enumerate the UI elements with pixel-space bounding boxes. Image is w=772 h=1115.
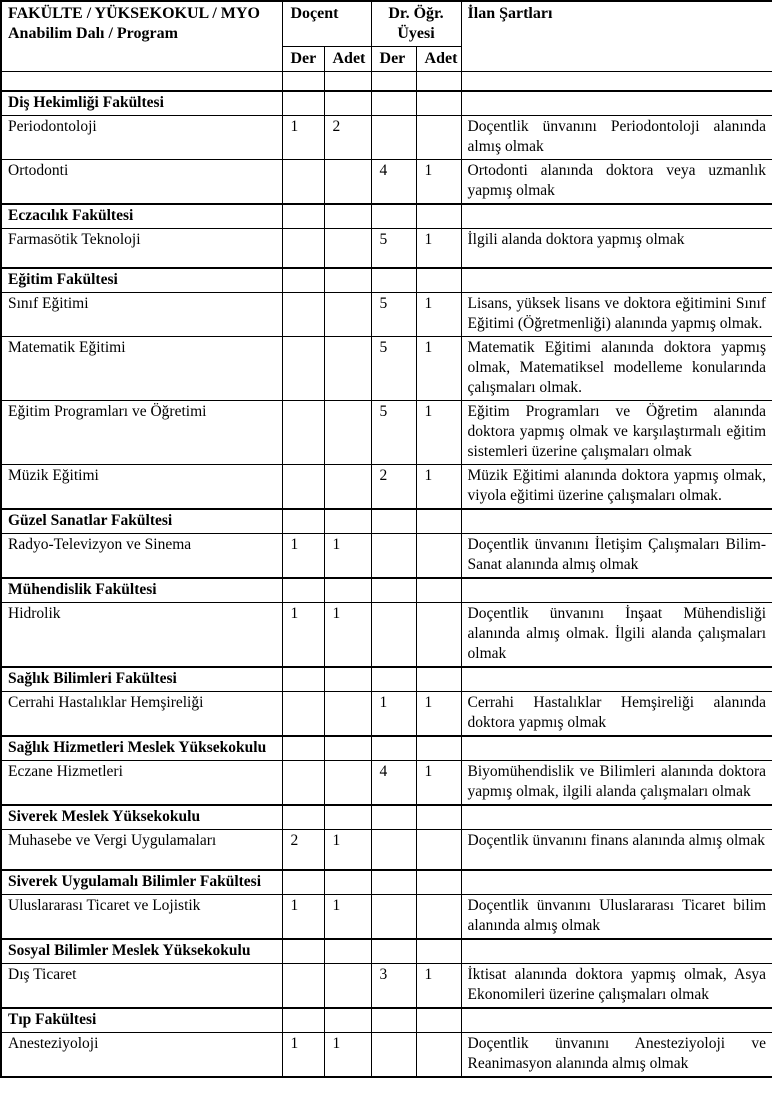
docent-der-cell [282, 228, 324, 268]
program-subtitle: Anabilim Dalı / Program [8, 25, 178, 42]
program-name-cell: Anesteziyoloji [1, 1032, 282, 1077]
drogr-der-cell [371, 830, 416, 870]
docent-adet-cell: 1 [324, 603, 371, 668]
requirement-cell [461, 72, 772, 91]
section-name-cell: Diş Hekimliği Fakültesi [1, 91, 282, 116]
section-row [1, 509, 772, 534]
docent-header: Doçent [282, 1, 371, 47]
program-row [1, 761, 772, 806]
program-name-cell: Periodontoloji [1, 115, 282, 159]
program-row [1, 830, 772, 870]
docent-adet-header: Adet [324, 47, 371, 72]
docent-adet-cell [324, 204, 371, 229]
program-row [1, 534, 772, 579]
drogr-adet-cell [416, 268, 461, 293]
docent-der-cell: 1 [282, 1032, 324, 1077]
docent-der-cell [282, 761, 324, 806]
requirement-cell [461, 939, 772, 964]
drogr-der-cell: 5 [371, 337, 416, 401]
drogr-der-cell [371, 870, 416, 895]
docent-adet-cell: 2 [324, 115, 371, 159]
docent-adet-cell [324, 228, 371, 268]
requirement-cell: Doçentlik ünvanını İletişim Çalışmaları Bilim-Sanat alanında almış olmak [461, 534, 772, 579]
drogr-adet-cell [416, 115, 461, 159]
docent-adet-cell [324, 293, 371, 337]
requirement-cell [461, 268, 772, 293]
requirement-cell: Eğitim Programları ve Öğretim alanında doktora yapmış olmak ve karşılaştırmalı eğitim sistemleri üzerine çalışmaları olmak [461, 401, 772, 465]
docent-adet-cell [324, 939, 371, 964]
drogr-der-cell [371, 534, 416, 579]
drogr-adet-header: Adet [416, 47, 461, 72]
drogr-der-cell [371, 603, 416, 668]
docent-adet-cell [324, 465, 371, 510]
drogr-der-cell [371, 578, 416, 603]
section-row [1, 870, 772, 895]
program-name-cell: Farmasötik Teknoloji [1, 228, 282, 268]
drogr-der-cell [371, 805, 416, 830]
requirement-cell: Doçentlik ünvanını Uluslararası Ticaret bilim alanında almış olmak [461, 894, 772, 939]
program-name-cell: Sınıf Eğitimi [1, 293, 282, 337]
drogr-adet-cell: 1 [416, 337, 461, 401]
drogr-der-cell [371, 939, 416, 964]
docent-der-cell: 2 [282, 830, 324, 870]
drogr-der-cell [371, 509, 416, 534]
requirement-cell: Doçentlik ünvanını finans alanında almış olmak [461, 830, 772, 870]
drogr-adet-cell: 1 [416, 159, 461, 204]
requirement-cell: İktisat alanında doktora yapmış olmak, Asya Ekonomileri üzerine çalışmaları olmak [461, 963, 772, 1008]
docent-adet-cell [324, 509, 371, 534]
docent-adet-cell [324, 159, 371, 204]
docent-adet-cell [324, 91, 371, 116]
requirement-cell: Ortodonti alanında doktora veya uzmanlık yapmış olmak [461, 159, 772, 204]
program-row [1, 963, 772, 1008]
drogr-der-cell [371, 667, 416, 692]
docent-der-cell [282, 268, 324, 293]
docent-der-cell [282, 805, 324, 830]
requirement-cell [461, 667, 772, 692]
requirement-cell [461, 578, 772, 603]
drogr-adet-cell: 1 [416, 761, 461, 806]
drogr-adet-cell [416, 894, 461, 939]
docent-der-cell [282, 870, 324, 895]
docent-adet-cell [324, 268, 371, 293]
drogr-adet-cell [416, 578, 461, 603]
docent-der-cell [282, 293, 324, 337]
docent-der-header: Der [282, 47, 324, 72]
section-name-cell: Siverek Meslek Yüksekokulu [1, 805, 282, 830]
docent-der-cell: 1 [282, 603, 324, 668]
requirement-cell: Lisans, yüksek lisans ve doktora eğitimini Sınıf Eğitimi (Öğretmenliği) alanında yapmış olmak. [461, 293, 772, 337]
drogr-der-cell [371, 91, 416, 116]
program-row [1, 337, 772, 401]
section-name-cell: Sosyal Bilimler Meslek Yüksekokulu [1, 939, 282, 964]
docent-der-cell [282, 401, 324, 465]
docent-adet-cell [324, 667, 371, 692]
drogr-der-cell: 3 [371, 963, 416, 1008]
requirement-cell: Müzik Eğitimi alanında doktora yapmış olmak, viyola eğitimi üzerine çalışmaları olmak. [461, 465, 772, 510]
docent-der-cell [282, 736, 324, 761]
program-name-cell: Eğitim Programları ve Öğretimi [1, 401, 282, 465]
requirement-cell: Cerrahi Hastalıklar Hemşireliği alanında doktora yapmış olmak [461, 692, 772, 737]
docent-der-cell [282, 578, 324, 603]
docent-der-cell [282, 72, 324, 91]
drogr-der-cell: 5 [371, 293, 416, 337]
program-row [1, 465, 772, 510]
section-name-cell: Mühendislik Fakültesi [1, 578, 282, 603]
requirement-cell [461, 204, 772, 229]
program-row [1, 401, 772, 465]
requirement-cell [461, 1008, 772, 1033]
docent-der-cell [282, 1008, 324, 1033]
docent-adet-cell: 1 [324, 1032, 371, 1077]
drogr-adet-cell [416, 1008, 461, 1033]
ilan-sartlari-header: İlan Şartları [461, 1, 772, 72]
section-row [1, 736, 772, 761]
program-name-cell: Matematik Eğitimi [1, 337, 282, 401]
docent-adet-cell [324, 401, 371, 465]
drogr-der-cell [371, 1032, 416, 1077]
docent-der-cell [282, 337, 324, 401]
drogr-der-cell [371, 894, 416, 939]
docent-adet-cell [324, 578, 371, 603]
drogr-der-cell: 4 [371, 159, 416, 204]
program-name-cell: Eczane Hizmetleri [1, 761, 282, 806]
drogr-adet-cell: 1 [416, 228, 461, 268]
program-row [1, 159, 772, 204]
program-name-cell: Muhasebe ve Vergi Uygulamaları [1, 830, 282, 870]
section-row [1, 268, 772, 293]
drogr-der-cell [371, 72, 416, 91]
drogr-adet-cell [416, 939, 461, 964]
drogr-adet-cell [416, 603, 461, 668]
section-row [1, 204, 772, 229]
program-name-cell: Uluslararası Ticaret ve Lojistik [1, 894, 282, 939]
faculty-program-header-cell [1, 1, 282, 72]
requirement-cell: İlgili alanda doktora yapmış olmak [461, 228, 772, 268]
drogr-der-cell [371, 204, 416, 229]
drogr-adet-cell [416, 204, 461, 229]
program-name-cell: Ortodonti [1, 159, 282, 204]
drogr-adet-cell [416, 736, 461, 761]
docent-adet-cell [324, 692, 371, 737]
docent-der-cell [282, 91, 324, 116]
docent-der-cell [282, 667, 324, 692]
faculty-title: FAKÜLTE / YÜKSEKOKUL / MYO [8, 5, 260, 22]
requirement-cell: Doçentlik ünvanını Anesteziyoloji ve Reanimasyon alanında almış olmak [461, 1032, 772, 1077]
program-row [1, 228, 772, 268]
section-name-cell: Siverek Uygulamalı Bilimler Fakültesi [1, 870, 282, 895]
drogr-adet-cell [416, 1032, 461, 1077]
program-name-cell: Hidrolik [1, 603, 282, 668]
drogr-der-cell [371, 268, 416, 293]
drogr-adet-cell [416, 91, 461, 116]
requirement-cell [461, 870, 772, 895]
table-header [1, 1, 772, 72]
program-row [1, 1032, 772, 1077]
program-row [1, 894, 772, 939]
docent-der-cell: 1 [282, 534, 324, 579]
program-name-cell: Cerrahi Hastalıklar Hemşireliği [1, 692, 282, 737]
docent-der-cell [282, 509, 324, 534]
section-name-cell: Eczacılık Fakültesi [1, 204, 282, 229]
section-row [1, 578, 772, 603]
docent-adet-cell [324, 761, 371, 806]
program-row [1, 115, 772, 159]
empty-row [1, 72, 772, 91]
drogr-der-cell: 1 [371, 692, 416, 737]
docent-adet-cell: 1 [324, 830, 371, 870]
requirement-cell [461, 509, 772, 534]
program-row [1, 692, 772, 737]
docent-adet-cell [324, 805, 371, 830]
dr-ogr-uyesi-header: Dr. Öğr. Üyesi [371, 1, 461, 47]
section-name-cell: Eğitim Fakültesi [1, 268, 282, 293]
docent-adet-cell [324, 337, 371, 401]
section-row [1, 1008, 772, 1033]
drogr-adet-cell [416, 870, 461, 895]
requirement-cell: Biyomühendislik ve Bilimleri alanında doktora yapmış olmak, ilgili alanda çalışmaları olmak [461, 761, 772, 806]
docent-adet-cell [324, 1008, 371, 1033]
drogr-adet-cell [416, 667, 461, 692]
drogr-adet-cell: 1 [416, 465, 461, 510]
docent-der-cell [282, 465, 324, 510]
drogr-der-cell [371, 1008, 416, 1033]
section-name-cell: Tıp Fakültesi [1, 1008, 282, 1033]
docent-der-cell: 1 [282, 894, 324, 939]
docent-der-cell: 1 [282, 115, 324, 159]
empty-name-cell [1, 72, 282, 91]
section-row [1, 91, 772, 116]
requirement-cell [461, 805, 772, 830]
drogr-adet-cell: 1 [416, 401, 461, 465]
docent-der-cell [282, 159, 324, 204]
drogr-adet-cell: 1 [416, 963, 461, 1008]
section-row [1, 805, 772, 830]
docent-der-cell [282, 692, 324, 737]
drogr-adet-cell: 1 [416, 692, 461, 737]
requirement-cell: Matematik Eğitimi alanında doktora yapmış olmak, Matematiksel modelleme konularında çalışmaları olmak. [461, 337, 772, 401]
section-row [1, 939, 772, 964]
requirement-cell [461, 736, 772, 761]
program-name-cell: Müzik Eğitimi [1, 465, 282, 510]
section-row [1, 667, 772, 692]
table-body [1, 72, 772, 1077]
drogr-der-cell: 2 [371, 465, 416, 510]
requirement-cell: Doçentlik ünvanını İnşaat Mühendisliği alanında almış olmak. İlgili alanda çalışmaları olmak [461, 603, 772, 668]
docent-adet-cell [324, 963, 371, 1008]
docent-adet-cell [324, 72, 371, 91]
drogr-der-header: Der [371, 47, 416, 72]
drogr-der-cell [371, 736, 416, 761]
docent-der-cell [282, 939, 324, 964]
drogr-adet-cell [416, 534, 461, 579]
header-row-top [1, 1, 772, 47]
requirement-cell: Doçentlik ünvanını Periodontoloji alanında almış olmak [461, 115, 772, 159]
program-row [1, 603, 772, 668]
section-name-cell: Sağlık Bilimleri Fakültesi [1, 667, 282, 692]
section-name-cell: Güzel Sanatlar Fakültesi [1, 509, 282, 534]
program-name-cell: Dış Ticaret [1, 963, 282, 1008]
requirement-cell [461, 91, 772, 116]
docent-der-cell [282, 204, 324, 229]
drogr-adet-cell [416, 805, 461, 830]
docent-adet-cell [324, 736, 371, 761]
docent-der-cell [282, 963, 324, 1008]
drogr-adet-cell [416, 830, 461, 870]
docent-adet-cell [324, 870, 371, 895]
drogr-adet-cell [416, 509, 461, 534]
program-name-cell: Radyo-Televizyon ve Sinema [1, 534, 282, 579]
docent-adet-cell: 1 [324, 894, 371, 939]
drogr-der-cell: 4 [371, 761, 416, 806]
program-row [1, 293, 772, 337]
drogr-adet-cell: 1 [416, 293, 461, 337]
drogr-adet-cell [416, 72, 461, 91]
drogr-der-cell: 5 [371, 228, 416, 268]
drogr-der-cell [371, 115, 416, 159]
docent-adet-cell: 1 [324, 534, 371, 579]
section-name-cell: Sağlık Hizmetleri Meslek Yüksekokulu [1, 736, 282, 761]
drogr-der-cell: 5 [371, 401, 416, 465]
